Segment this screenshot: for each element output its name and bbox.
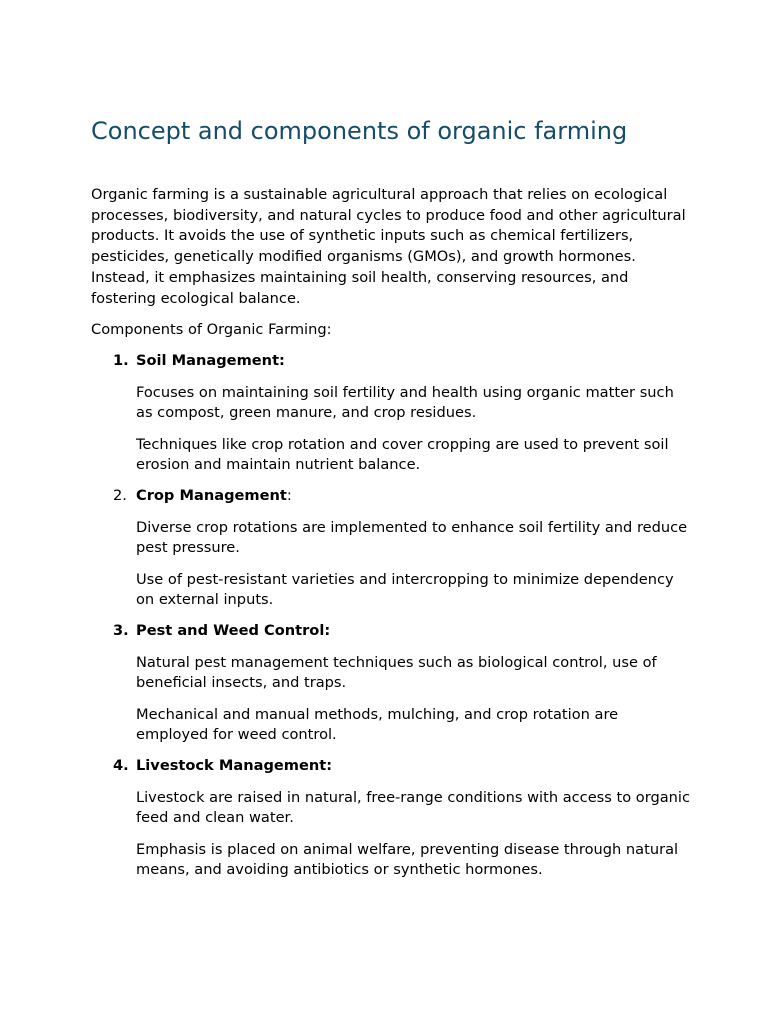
- list-number: 4.: [113, 757, 129, 775]
- list-number: 2.: [113, 487, 127, 505]
- document-page: [91, 112, 691, 881]
- list-item-title: [136, 621, 691, 642]
- list-item-livestock-management: [91, 756, 691, 881]
- components-heading: Components of Organic Farming:: [91, 321, 332, 339]
- list-item-crop-management: [91, 486, 691, 611]
- list-item-paragraph: Emphasis is placed on animal welfare, preventing disease through natural means, and avoiding antibiotics or synthetic hormones.: [136, 840, 679, 879]
- list-number: 3.: [113, 622, 129, 640]
- list-item-title-text: Pest and Weed Control:: [136, 622, 331, 640]
- list-item-title: [136, 486, 691, 507]
- list-item-title: [136, 756, 691, 777]
- list-item-paragraph: Focuses on maintaining soil fertility and health using organic matter such as compost, green manure, and crop residues.: [136, 383, 674, 422]
- list-item-pest-weed-control: [91, 621, 691, 746]
- intro-paragraph: Organic farming is a sustainable agricultural approach that relies on ecological processes, biodiversity, and natural cycles to produce food and other agricultural products. It avoids the use of synthetic inputs such as chemical fertilizers, pesticides, genetically modified organisms (GMOs), and growth hormones. Instead, it emphasizes maintaining soil health, conserving resources, and fostering ecological balance.: [91, 186, 686, 307]
- list-item-paragraph: Diverse crop rotations are implemented to enhance soil fertility and reduce pest pressure.: [136, 518, 688, 557]
- list-item-title: [136, 351, 691, 372]
- list-item-title-text: Livestock Management:: [136, 757, 333, 775]
- list-item-soil-management: [91, 351, 691, 476]
- page-title: Concept and components of organic farming: [91, 117, 628, 145]
- list-item-paragraph: Livestock are raised in natural, free-range conditions with access to organic feed and clean water.: [136, 788, 691, 827]
- components-list: [91, 351, 691, 881]
- list-item-paragraph: Use of pest-resistant varieties and intercropping to minimize dependency on external inputs.: [136, 570, 674, 609]
- list-item-paragraph: Techniques like crop rotation and cover cropping are used to prevent soil erosion and maintain nutrient balance.: [136, 435, 669, 474]
- list-number: 1.: [113, 352, 129, 370]
- list-item-title-text: Soil Management:: [136, 352, 285, 370]
- list-item-paragraph: Mechanical and manual methods, mulching, and crop rotation are employed for weed control.: [136, 705, 619, 744]
- list-item-paragraph: Natural pest management techniques such as biological control, use of beneficial insects, and traps.: [136, 653, 657, 692]
- list-item-title-suffix: :: [286, 487, 292, 505]
- list-item-title-text: Crop Management: [136, 487, 287, 505]
